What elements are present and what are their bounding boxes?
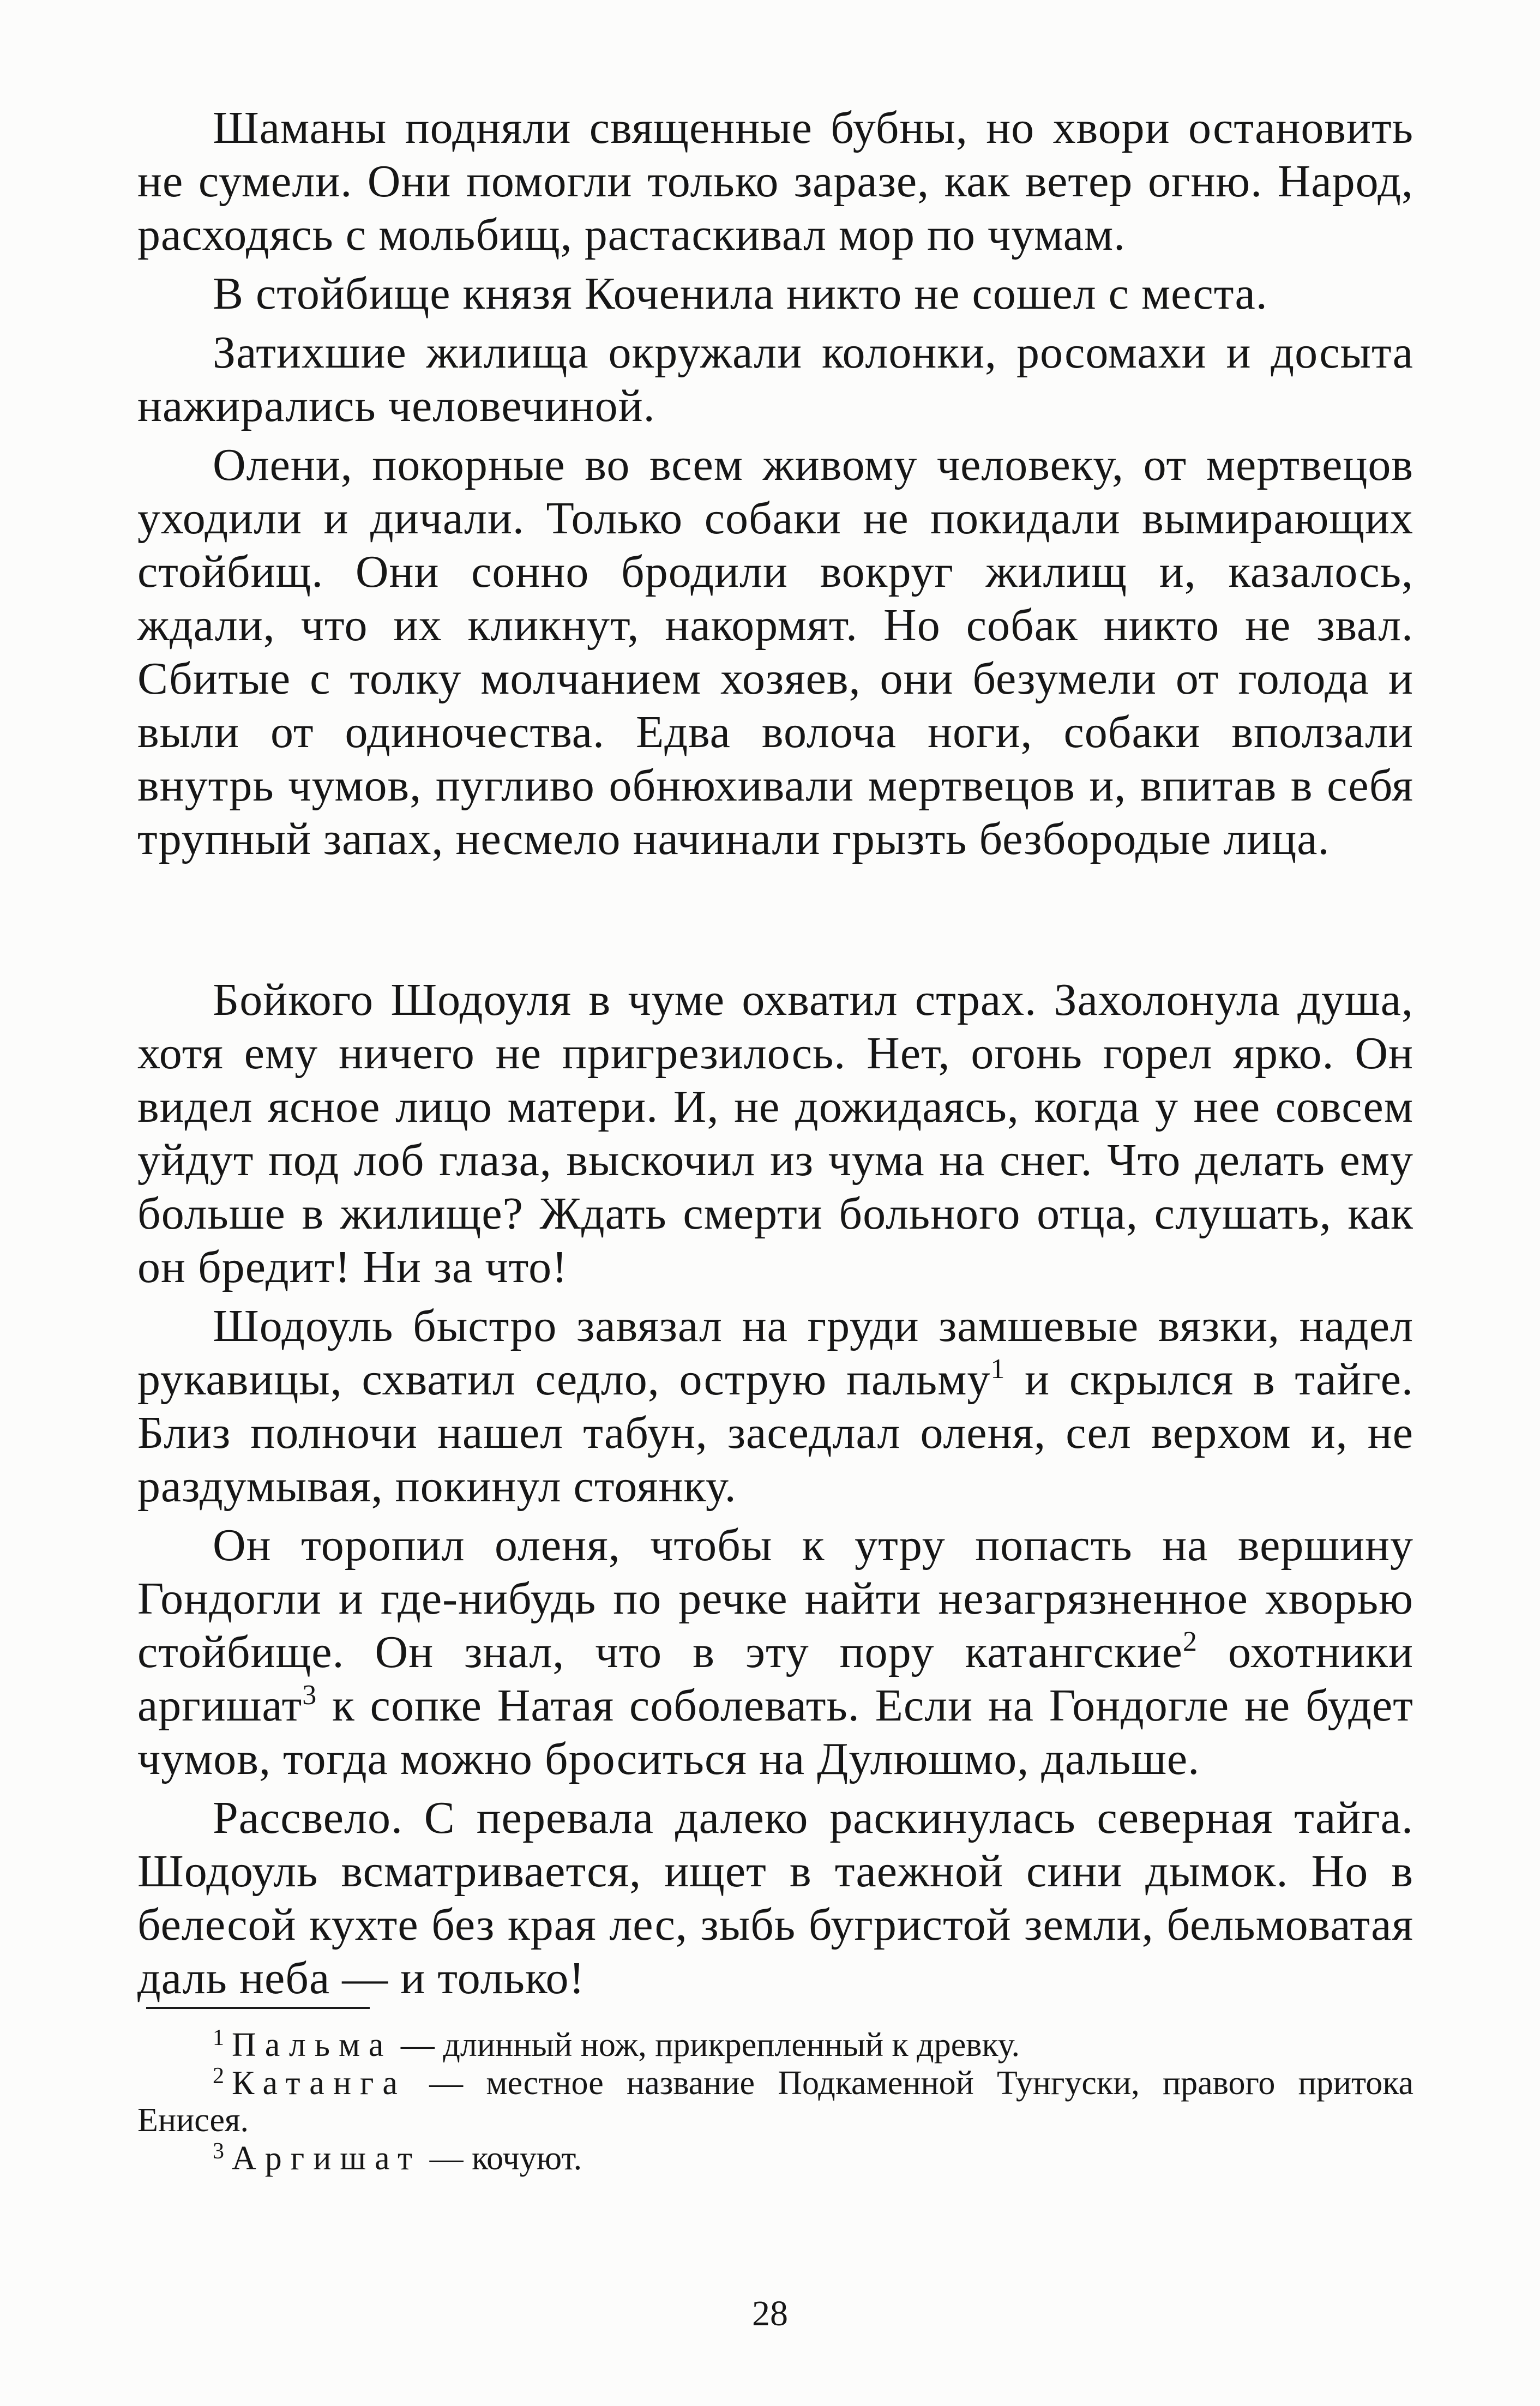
footnote bbox=[137, 2065, 1413, 2139]
paragraph: Рассвело. С перевала далеко раскинулась северная тайга. Шодоуль всматривается, ищет в таежной сини дымок. Но в белесой кухте без края лес, зыбь бугристой земли, бельмоватая даль неба — и только! bbox=[137, 1793, 1413, 2004]
paragraph bbox=[137, 1300, 1413, 1513]
paragraph: Бойкого Шодоуля в чуме охватил страх. Захолонула душа, хотя ему ничего не пригрезилось. Нет, огонь горел ярко. Он видел ясное лицо матери. И, не дожидаясь, когда у нее совсем уйдут под лоб глаза, выскочил из чума на снег. Что делать ему больше в жилище? Ждать смерти больного отца, слушать, как он бредит! Ни за что! bbox=[137, 975, 1413, 1292]
paragraph: Шаманы подняли священные бубны, но хвори остановить не сумели. Они помогли только заразе, как ветер огню. Народ, расходясь с мольбищ, растаскивал мор по чумам. bbox=[137, 103, 1413, 260]
footnote bbox=[137, 2140, 1413, 2177]
footnote-text: — местное название Подкаменной Тунгуски, правого притока Енисея. bbox=[137, 2065, 1413, 2139]
paragraph-text: Он торопил оленя, чтобы к утру попасть на вершину Гондогли и где-нибудь по речке найти незагрязненное хворью стойбище. Он знал, что в эту пору катангские bbox=[137, 1520, 1413, 1677]
footnote-number: 2 bbox=[213, 2064, 224, 2089]
footnote-mark: 1 bbox=[990, 1354, 1006, 1385]
footnote-mark: 2 bbox=[1182, 1626, 1198, 1657]
footnote-term: Пальма bbox=[232, 2026, 393, 2064]
paragraph bbox=[137, 1519, 1413, 1786]
footnote-text: — длинный нож, прикрепленный к древку. bbox=[392, 2026, 1020, 2064]
footnote-number: 3 bbox=[213, 2139, 224, 2164]
paragraph: В стойбище князя Коченила никто не сошел с места. bbox=[213, 268, 1268, 319]
footnote-term: Аргишат bbox=[232, 2140, 422, 2177]
paragraph-text: Шодоуль быстро завязал на груди замшевые вязки, надел рукавицы, схватил седло, острую пальму bbox=[137, 1301, 1413, 1405]
paragraph-text: к сопке Натая соболевать. Если на Гондогле не будет чумов, тогда можно броситься на Дулюшмо, дальше. bbox=[137, 1680, 1414, 1784]
footnote bbox=[137, 2026, 1413, 2064]
paragraph: Олени, покорные во всем живому человеку, от мертвецов уходили и дичали. Только собаки не покидали вымирающих стойбищ. Они сонно бродили вокруг жилищ и, казалось, ждали, что их кликнут, накормят. Но собак никто не звал. Сбитые с толку молчанием хозяев, они безумели от голода и выли от одиночества. Едва волоча ноги, собаки вползали внутрь чумов, пугливо обнюхивали мертвецов и, впитав в себя трупный запах, несмело начинали грызть безбородые лица. bbox=[137, 440, 1413, 864]
footnotes bbox=[137, 2026, 1413, 2178]
footnote-divider bbox=[146, 2007, 370, 2009]
page-number: 28 bbox=[752, 2294, 788, 2333]
footnote-number: 1 bbox=[213, 2025, 224, 2050]
paragraph: Затихшие жилища окружали колонки, росомахи и досыта нажирались человечиной. bbox=[137, 327, 1413, 431]
footnote-term: Катанга bbox=[232, 2065, 406, 2102]
footnote-text: — кочуют. bbox=[421, 2140, 582, 2177]
text-block-bottom bbox=[137, 973, 1413, 2005]
paragraph-text: и скрылся в тайге. Близ полночи нашел табун, заседлал оленя, сел верхом и, не раздумывая, покинул стоянку. bbox=[137, 1354, 1413, 1512]
paragraph-text: охотники аргишат bbox=[137, 1627, 1413, 1731]
footnote-mark: 3 bbox=[302, 1680, 317, 1711]
text-block-top bbox=[137, 101, 1413, 866]
